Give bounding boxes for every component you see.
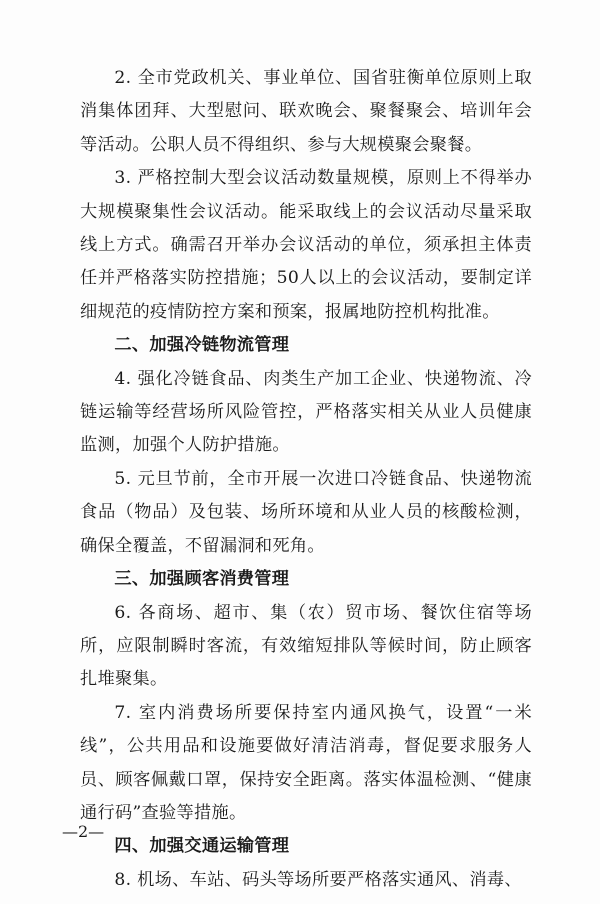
section-heading-4: 四、加强交通运输管理: [114, 836, 290, 857]
paragraph-2: 2. 全市党政机关、事业单位、国省驻衡单位原则上取消集体团拜、大型慰问、联欢晚会、聚餐聚会、培训年会等活动。公职人员不得组织、参与大规模聚会聚餐。: [80, 68, 532, 155]
page-number: —2—: [62, 822, 105, 841]
paragraph-6: 6. 各商场、超市、集（农）贸市场、餐饮住宿等场所，应限制瞬时客流，有效缩短排队等候时间，防止顾客扎堆聚集。: [80, 602, 532, 690]
paragraph-7: 7. 室内消费场所要保持室内通风换气，设置“一米线”，公共用品和设施要做好清洁消毒，督促要求服务人员、顾客佩戴口罩，保持安全距离。落实体温检测、“健康通行码”查验等措施。: [80, 702, 532, 823]
paragraph-4: 4. 强化冷链食品、肉类生产加工企业、快递物流、冷链运输等经营场所风险管控，严格落实相关从业人员健康监测，加强个人防护措施。: [80, 368, 532, 456]
paragraph-5: 5. 元旦节前，全市开展一次进口冷链食品、快递物流食品（物品）及包装、场所环境和从业人员的核酸检测，确保全覆盖，不留漏洞和死角。: [80, 468, 532, 556]
paragraph-8: 8. 机场、车站、码头等场所要严格落实通风、消毒、: [114, 869, 522, 890]
section-heading-3: 三、加强顾客消费管理: [114, 569, 290, 590]
document-body: [80, 62, 532, 897]
section-heading-2: 二、加强冷链物流管理: [114, 335, 290, 356]
paragraph-3: 3. 严格控制大型会议活动数量规模，原则上不得举办大规模聚集性会议活动。能采取线上的会议活动尽量采取线上方式。确需召开举办会议活动的单位，须承担主体责任并严格落实防控措施；50人以上的会议活动，要制定详细规范的疫情防控方案和预案，报属地防控机构批准。: [80, 168, 532, 322]
